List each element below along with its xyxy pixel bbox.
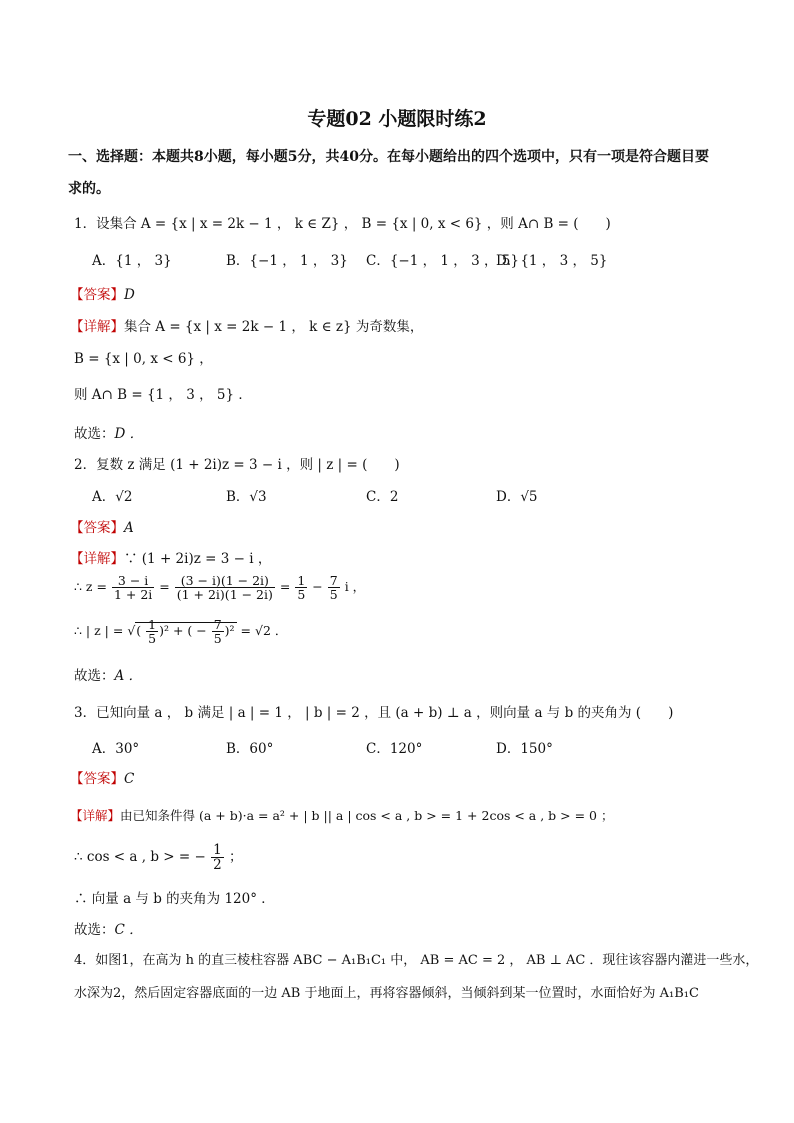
q2-option-d: D．√5 bbox=[496, 489, 538, 505]
answer-tag: 【答案】 bbox=[70, 287, 124, 303]
q2-option-c: C．2 bbox=[366, 489, 399, 505]
choose-label: 故选： bbox=[74, 426, 115, 442]
detail-tag: 【详解】 bbox=[70, 808, 121, 823]
q1-choose: D ． bbox=[114, 426, 144, 442]
q3-fraction: $\frac{1}{2}$ bbox=[213, 842, 222, 874]
q3-cos-lhs: ∴ cos < a , b > = − bbox=[74, 849, 206, 866]
q4-line-2: 水深为2，然后固定容器底面的一边 AB 于地面上，再将容器倾斜，当倾斜到某一位置时，水面恰好为 A₁B₁C bbox=[74, 986, 699, 1001]
q3-cos-tail: ； bbox=[228, 849, 243, 866]
q1-detail-1: 集合 A = {x | x = 2k − 1 ， k ∈ z} 为奇数集， bbox=[124, 319, 424, 335]
q3-option-a: A．30° bbox=[92, 741, 140, 757]
q3-detail-row bbox=[70, 806, 613, 824]
q1-answer: D bbox=[124, 287, 135, 303]
q1-choose-row bbox=[74, 422, 143, 442]
q2-answer-row bbox=[70, 516, 134, 536]
q1-option-a: A．{1 ， 3} bbox=[92, 253, 172, 269]
q3-option-d: D．150° bbox=[496, 741, 553, 757]
choose-label: 故选： bbox=[74, 922, 115, 938]
q2-z-lhs: ∴ z = bbox=[74, 579, 107, 595]
q3-stem: 3．已知向量 a ， b 满足 | a | = 1 ， | b | = 2 ，且 (a + b) ⊥ a ，则向量 a 与 b 的夹角为 ( ) bbox=[74, 705, 674, 721]
q2-detail-2: ∴ z = $\frac{3 - i}{1 + 2i}$ = $\frac{(3 - i)(1 - 2i)}{(1 + 2i)(1 - 2i)}$ = $\frac{1}{5}$ − $\frac{7}{5}$ i ， bbox=[74, 573, 366, 603]
q3-detail-1: 由已知条件得 (a + b)·a = a² + | b || a | cos < a , b > = 1 + 2cos < a , b > = 0 ； bbox=[120, 808, 614, 823]
q3-option-c: C．120° bbox=[366, 741, 423, 757]
choose-label: 故选： bbox=[74, 668, 115, 684]
q2-option-a: A．√2 bbox=[92, 489, 133, 505]
q1-detail-2: B = {x | 0, x < 6} ， bbox=[74, 351, 213, 367]
q2-detail-1: ∵ (1 + 2i)z = 3 − i ， bbox=[124, 551, 272, 567]
q3-answer-row bbox=[70, 767, 134, 787]
q1-option-c: C．{−1 ， 1 ， 3 ， 5} bbox=[366, 253, 519, 269]
q3-choose-row bbox=[74, 918, 143, 938]
q2-option-b: B．√3 bbox=[226, 489, 267, 505]
q2-choose-row bbox=[74, 664, 142, 684]
q2-fraction-1: $\frac{3 - i}{1 + 2i}$ bbox=[113, 573, 153, 603]
q1-detail-row bbox=[70, 315, 423, 335]
q2-modulus-lhs: ∴ | z | = bbox=[74, 623, 124, 639]
q2-detail-3 bbox=[74, 618, 287, 645]
q1-answer-row bbox=[70, 283, 135, 303]
section-heading-line2: 求的。 bbox=[68, 181, 110, 197]
q2-fraction-3: $\frac{1}{5}$ bbox=[297, 573, 306, 603]
answer-tag: 【答案】 bbox=[70, 520, 124, 536]
q3-choose: C ． bbox=[114, 922, 143, 938]
detail-tag: 【详解】 bbox=[70, 551, 124, 567]
q1-stem: 1．设集合 A = {x | x = 2k − 1 ， k ∈ Z} ， B = {x | 0, x < 6} ，则 A∩ B = ( ) bbox=[74, 216, 611, 232]
detail-tag: 【详解】 bbox=[70, 319, 124, 335]
q1-detail-3: 则 A∩ B = {1 ， 3 ， 5} ． bbox=[74, 387, 252, 403]
section-heading-line1: 一、选择题：本题共8小题，每小题5分，共40分。在每小题给出的四个选项中，只有一项是符合题目要 bbox=[68, 149, 709, 165]
q2-modulus-rhs: = √2 ． bbox=[240, 623, 288, 639]
q4-line-1: 4．如图1，在高为 h 的直三棱柱容器 ABC − A₁B₁C₁ 中， AB = AC = 2 ， AB ⊥ AC ．现往该容器内灌进一些水， bbox=[74, 953, 759, 968]
answer-tag: 【答案】 bbox=[70, 771, 124, 787]
q2-sqrt-expression: √( $\frac{1}{5}$ )² + ( − $\frac{7}{5}$ )² bbox=[127, 617, 235, 647]
q3-detail-2 bbox=[74, 843, 242, 872]
q2-answer: A bbox=[124, 520, 134, 536]
q2-choose: A ． bbox=[114, 668, 143, 684]
q3-option-b: B．60° bbox=[226, 741, 274, 757]
q2-fraction-2: $\frac{(3 - i)(1 - 2i)}{(1 + 2i)(1 - 2i)}$ bbox=[176, 573, 273, 603]
q1-option-b: B．{−1 ， 1 ， 3} bbox=[226, 253, 348, 269]
q3-detail-3: ∴ 向量 a 与 b 的夹角为 120° ． bbox=[74, 891, 275, 907]
page-title: 专题02 小题限时练2 bbox=[307, 108, 487, 130]
q3-answer: C bbox=[124, 771, 135, 787]
q2-z-tail: i ， bbox=[344, 579, 366, 595]
q2-stem: 2．复数 z 满足 (1 + 2i)z = 3 − i ，则 | z | = ( ) bbox=[74, 457, 400, 473]
q1-option-d: D．{1 ， 3 ， 5} bbox=[496, 253, 608, 269]
q2-fraction-4: $\frac{7}{5}$ bbox=[329, 573, 338, 603]
q2-detail-row bbox=[70, 547, 271, 567]
